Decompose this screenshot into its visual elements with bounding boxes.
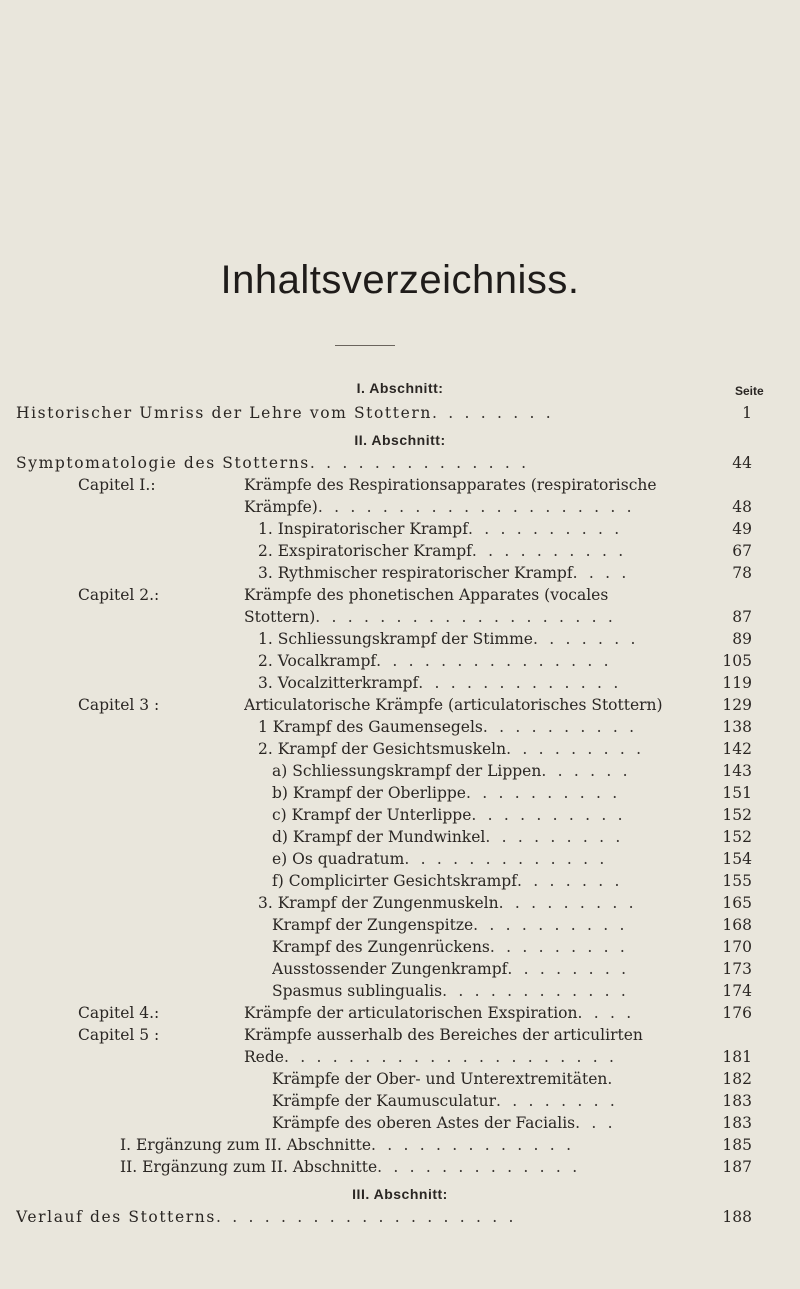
entry-title: Spasmus sublingualis <box>272 982 443 1000</box>
page-number: 1 <box>742 404 752 422</box>
page-number: 183 <box>722 1092 752 1110</box>
entry-title: Rede <box>244 1048 284 1066</box>
leader-dots: . . . . . . . . . . <box>471 542 627 560</box>
entry-title: 3. Krampf der Zungenmuskeln <box>258 894 499 912</box>
entry-title: Krämpfe ausserhalb des Bereiches der articulirten <box>244 1026 643 1044</box>
toc-entry <box>16 760 752 782</box>
page-number: 44 <box>732 454 752 472</box>
page-number: 87 <box>732 608 752 626</box>
leader-dots: . . . . <box>572 564 630 582</box>
entry-title: Krampf der Zungenspitze <box>272 916 474 934</box>
page-number: 155 <box>722 872 752 890</box>
chapter-prefix: Capitel 4.: <box>78 1004 160 1022</box>
page-number: 182 <box>722 1070 752 1088</box>
toc-entry <box>16 540 752 562</box>
leader-dots: . . . . . . . . . <box>498 894 637 912</box>
leader-dots: . . . . . . . . . . . . . <box>377 1158 581 1176</box>
page-column-header: Seite <box>735 384 764 398</box>
leader-dots: . <box>607 1070 616 1088</box>
page-number: 129 <box>722 696 752 714</box>
chapter-prefix: Capitel 3 : <box>78 696 160 714</box>
toc-entry <box>16 826 752 848</box>
toc-entry <box>16 1068 752 1090</box>
toc-entry <box>16 1024 752 1046</box>
toc-entry <box>16 1090 752 1112</box>
entry-title: e) Os quadratum <box>272 850 405 868</box>
toc-entry <box>16 848 752 870</box>
page-number: 174 <box>722 982 752 1000</box>
toc-entry <box>16 1112 752 1134</box>
page-number: 188 <box>722 1208 752 1226</box>
entry-title: 3. Vocalzitterkrampf <box>258 674 419 692</box>
leader-dots: . . . . . . . . . . . . <box>442 982 629 1000</box>
leader-dots: . . . . <box>577 1004 635 1022</box>
toc-entry <box>16 980 752 1002</box>
leader-dots: . . . . . . . . . . . . . . . . . . . . <box>317 498 635 516</box>
toc-entry <box>16 782 752 804</box>
toc-entry <box>16 628 752 650</box>
toc-entry <box>16 606 752 628</box>
toc-entry <box>16 870 752 892</box>
leader-dots: . . . . . . . . . . . . . <box>404 850 608 868</box>
toc-entry <box>16 804 752 826</box>
entry-title: Krämpfe) <box>244 498 318 516</box>
toc-entry <box>16 1156 752 1178</box>
page-number: 152 <box>722 828 752 846</box>
page-number: 152 <box>722 806 752 824</box>
page-number: 78 <box>732 564 752 582</box>
leader-dots: . . . . . . . . . . . . . <box>418 674 622 692</box>
page-number: 165 <box>722 894 752 912</box>
chapter-prefix: Capitel 2.: <box>78 586 160 604</box>
page-number: 138 <box>722 718 752 736</box>
page-number: 151 <box>722 784 752 802</box>
page-number: 173 <box>722 960 752 978</box>
entry-title: 3. Rythmischer respiratorischer Krampf <box>258 564 573 582</box>
toc-entry <box>16 1002 752 1024</box>
entry-title: d) Krampf der Mundwinkel <box>272 828 486 846</box>
section-heading-1: I. Abschnitt: <box>356 380 444 396</box>
toc-entry <box>16 474 752 496</box>
toc-entry <box>16 694 752 716</box>
page-number: 105 <box>722 652 752 670</box>
leader-dots: . . . . . . . . <box>431 404 554 422</box>
leader-dots: . . . . . . . . . . <box>482 718 638 736</box>
toc-entry <box>16 958 752 980</box>
toc-entry <box>16 496 752 518</box>
page-number: 48 <box>732 498 752 516</box>
entry-title: Symptomatologie des Stotterns <box>16 454 310 472</box>
page-title: Inhaltsverzeichniss. <box>220 258 580 302</box>
leader-dots: . . . . . . . . . . <box>471 806 626 824</box>
leader-dots: . . . . . . . <box>532 630 639 648</box>
entry-title: 2. Exspiratorischer Krampf <box>258 542 472 560</box>
page-number: 143 <box>722 762 752 780</box>
leader-dots: . . . . . . . . . . <box>467 520 623 538</box>
entry-title: 2. Krampf der Gesichtsmuskeln <box>258 740 507 758</box>
page-number: 187 <box>722 1158 752 1176</box>
entry-title: Krämpfe der Kaumusculatur <box>272 1092 497 1110</box>
page-number: 119 <box>722 674 752 692</box>
page-number: 154 <box>722 850 752 868</box>
toc-entry <box>16 936 752 958</box>
entry-title: f) Complicirter Gesichtskrampf <box>272 872 517 890</box>
page-number: 49 <box>732 520 752 538</box>
entry-title: Stottern) <box>244 608 316 626</box>
leader-dots: . . . . . . . <box>516 872 623 890</box>
page-number: 168 <box>722 916 752 934</box>
leader-dots: . . . . . . . . . . . . . . . <box>376 652 612 670</box>
leader-dots: . . . . . . . . . <box>485 828 624 846</box>
leader-dots: . . . . . . . . . . . . . <box>371 1136 575 1154</box>
section-heading-2: II. Abschnitt: <box>354 432 446 448</box>
chapter-prefix: Capitel 5 : <box>78 1026 160 1044</box>
toc-entry <box>16 1046 752 1068</box>
leader-dots: . . . . . . . . . . <box>466 784 621 802</box>
entry-title: Krämpfe des phonetischen Apparates (vocales <box>244 586 609 604</box>
entry-title: 1. Inspiratorischer Krampf <box>258 520 468 538</box>
entry-title: b) Krampf der Oberlippe <box>272 784 466 802</box>
toc-entry <box>16 716 752 738</box>
toc-entry <box>16 518 752 540</box>
page-number: 183 <box>722 1114 752 1132</box>
toc-entry <box>16 892 752 914</box>
leader-dots: . . . . . . . . . <box>506 740 645 758</box>
page-number: 67 <box>732 542 752 560</box>
leader-dots: . . . . . . . . . . . . . . . . . . . <box>315 608 616 626</box>
leader-dots: . . . . . . <box>541 762 631 780</box>
page-number: 170 <box>722 938 752 956</box>
entry-title: Krampf des Zungenrückens <box>272 938 490 956</box>
toc-entry <box>16 1134 752 1156</box>
section-heading-3: III. Abschnitt: <box>352 1186 448 1202</box>
page-number: 181 <box>722 1048 752 1066</box>
entry-title: Krämpfe der Ober- und Unterextremitäten <box>272 1070 608 1088</box>
page-number: 89 <box>732 630 752 648</box>
toc-entry <box>16 584 752 606</box>
entry-title: 2. Vocalkrampf <box>258 652 377 670</box>
toc-entry <box>16 738 752 760</box>
entry-title: Krämpfe des Respirationsapparates (respiratorische <box>244 476 657 494</box>
entry-title: Krämpfe des oberen Astes der Facialis <box>272 1114 576 1132</box>
leader-dots: . . . <box>575 1114 616 1132</box>
entry-title: 1. Schliessungskrampf der Stimme <box>258 630 533 648</box>
entry-title: Articulatorische Krämpfe (articulatorisches Stottern) <box>244 696 663 714</box>
entry-title: a) Schliessungskrampf der Lippen <box>272 762 542 780</box>
title-divider <box>335 345 395 346</box>
entry-title: Verlauf des Stotterns <box>16 1208 216 1226</box>
page-number: 142 <box>722 740 752 758</box>
leader-dots: . . . . . . . . . <box>489 938 629 956</box>
chapter-prefix: Capitel I.: <box>78 476 156 494</box>
leader-dots: . . . . . . . . . . . . . . . . . . . <box>215 1208 517 1226</box>
toc-entry <box>16 672 752 694</box>
entry-title: Historischer Umriss der Lehre vom Stottern <box>16 404 432 422</box>
page-number: 176 <box>722 1004 752 1022</box>
entry-title: Ausstossender Zungenkrampf <box>272 960 508 978</box>
toc-entry <box>16 452 752 474</box>
entry-title: 1 Krampf des Gaumensegels <box>258 718 483 736</box>
entry-title: II. Ergänzung zum II. Abschnitte <box>120 1158 378 1176</box>
leader-dots: . . . . . . . . <box>496 1092 618 1110</box>
toc-entry <box>16 914 752 936</box>
leader-dots: . . . . . . . . . . <box>473 916 628 934</box>
page-number: 185 <box>722 1136 752 1154</box>
entry-title: c) Krampf der Unterlippe <box>272 806 472 824</box>
toc-entry <box>16 650 752 672</box>
entry-title: I. Ergänzung zum II. Abschnitte <box>120 1136 372 1154</box>
toc-entry <box>16 1206 752 1228</box>
toc-entry <box>16 562 752 584</box>
entry-title: Krämpfe der articulatorischen Exspiration <box>244 1004 578 1022</box>
leader-dots: . . . . . . . . . . . . . . . . . . . . . <box>283 1048 618 1066</box>
toc-entry <box>16 402 752 424</box>
leader-dots: . . . . . . . . <box>507 960 630 978</box>
leader-dots: . . . . . . . . . . . . . . <box>309 454 530 472</box>
